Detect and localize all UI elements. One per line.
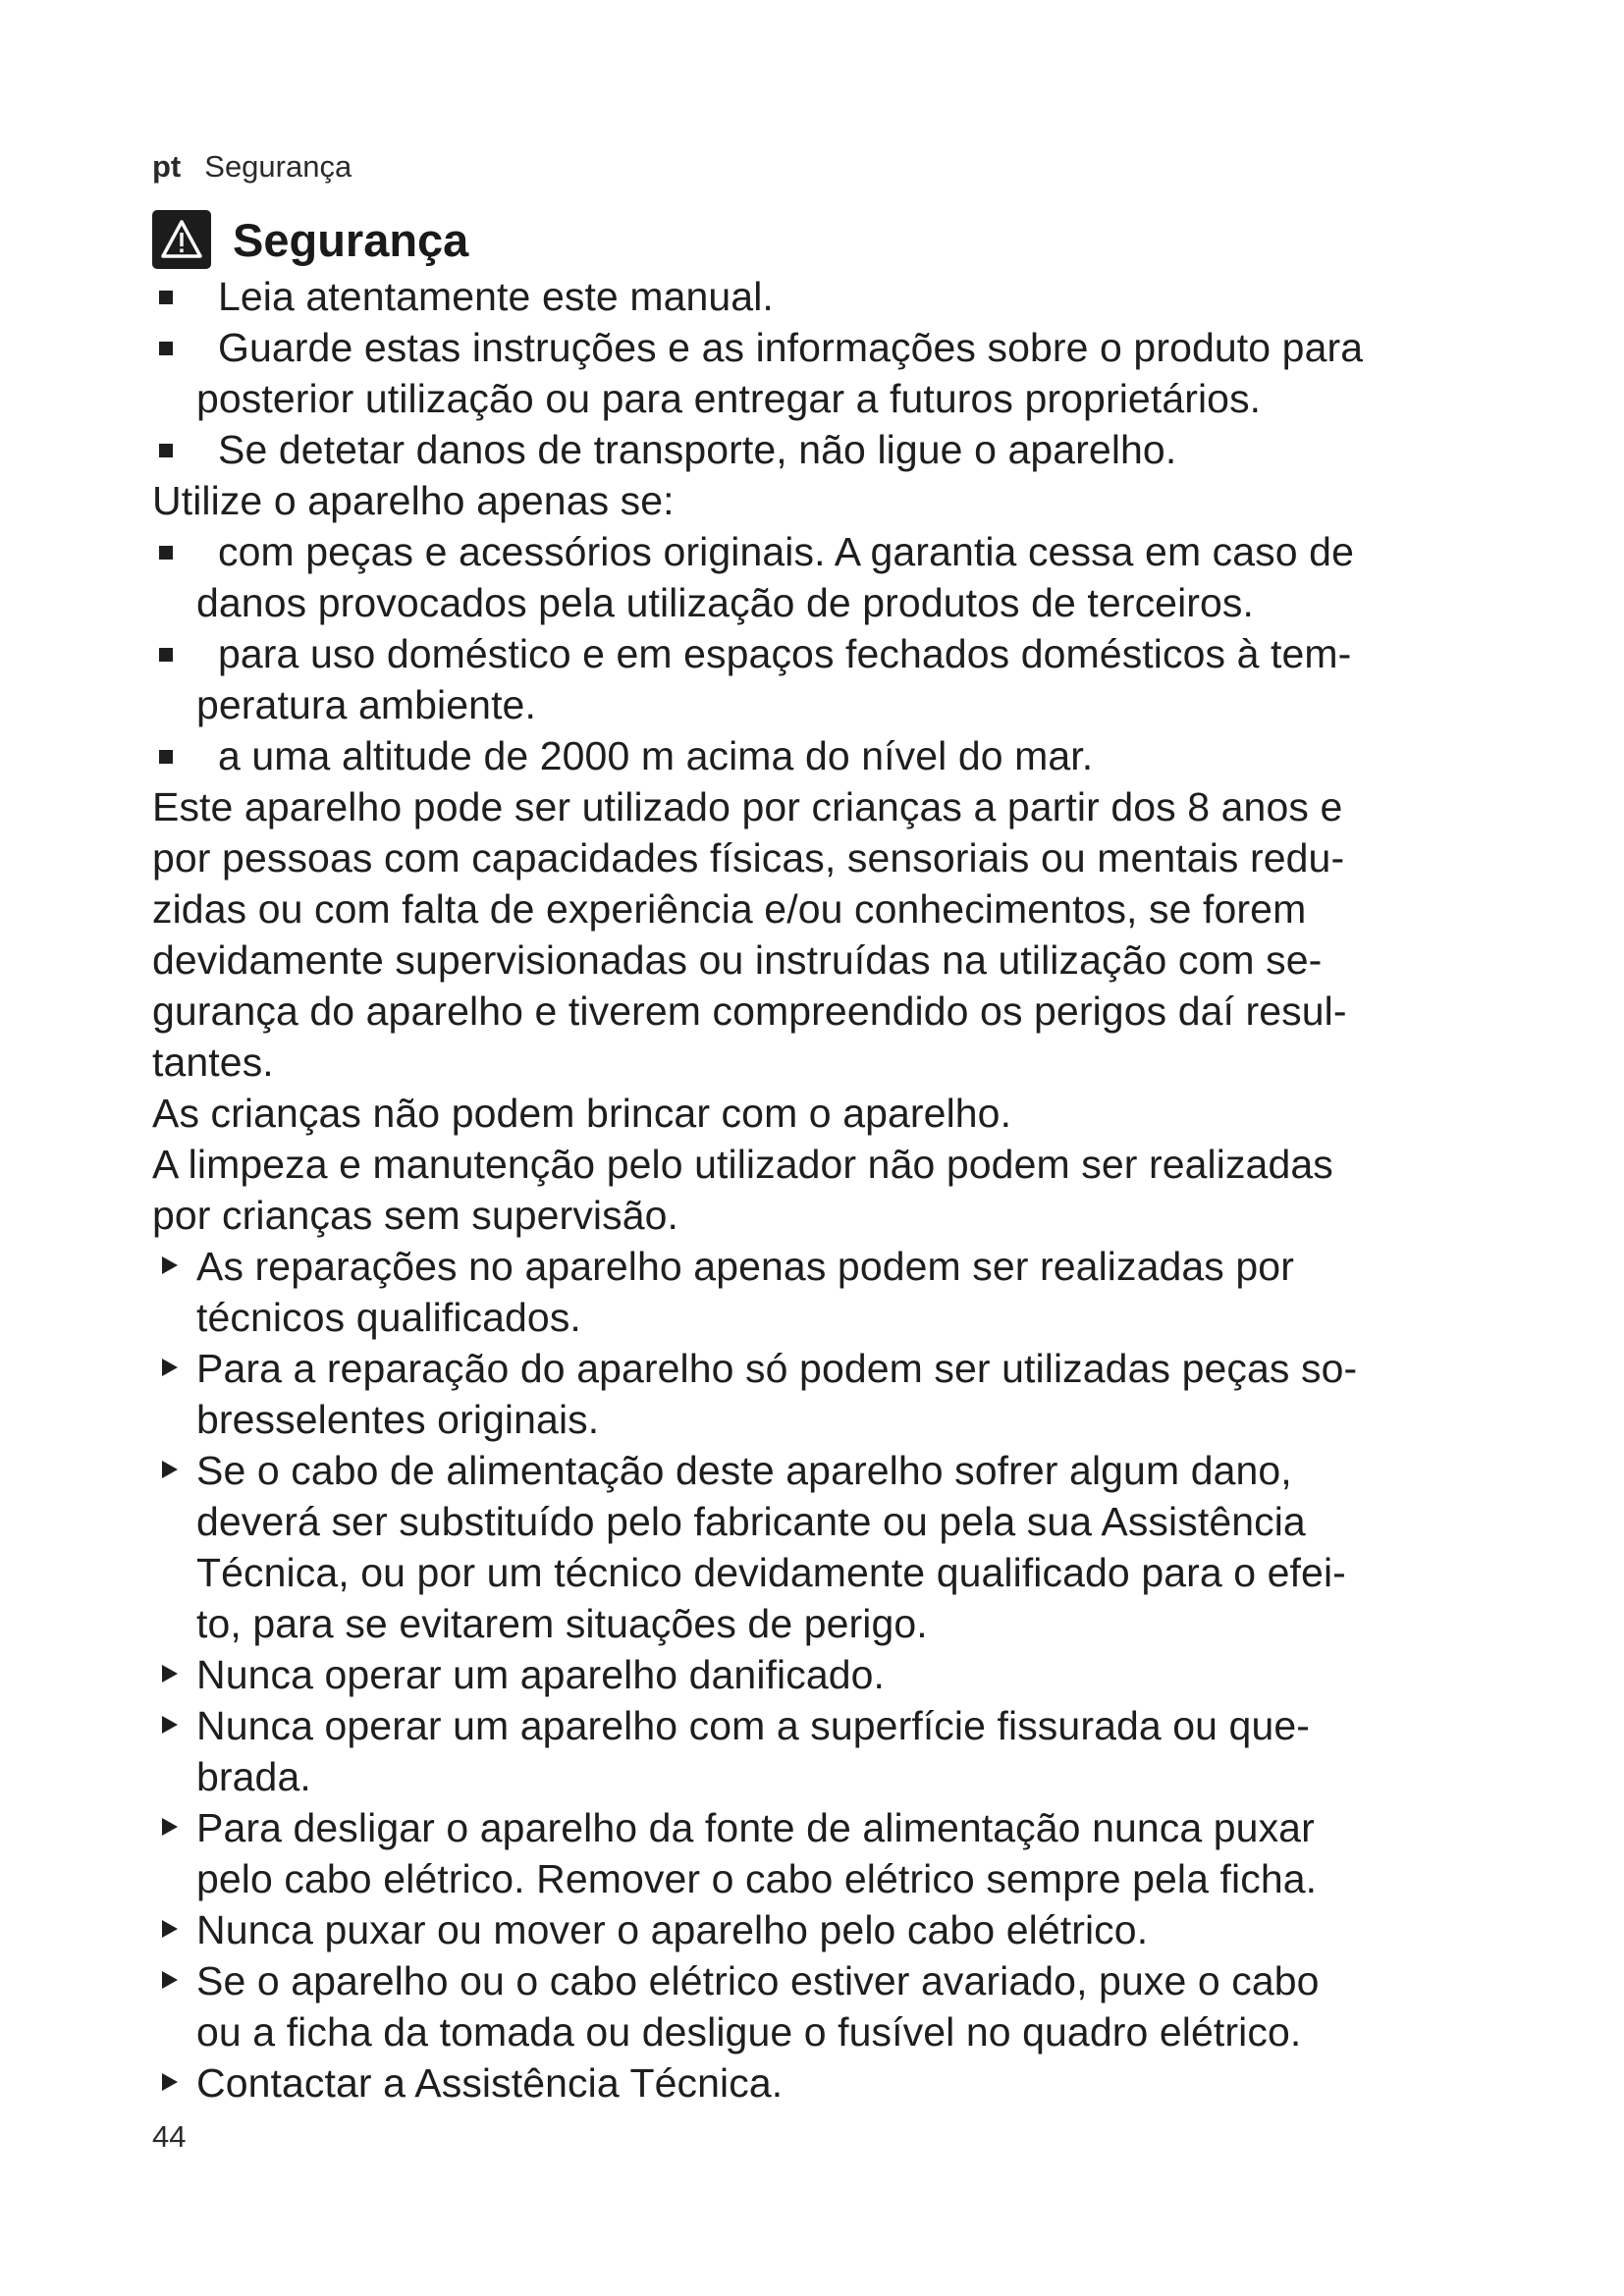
bullet-continuation: peratura ambiente. — [196, 682, 536, 727]
running-header — [152, 147, 1527, 187]
square-bullet-icon — [159, 291, 173, 304]
square-bullet-icon — [159, 342, 173, 355]
paragraph-line: A limpeza e manutenção pelo utilizador não podem ser realizadas — [152, 1142, 1333, 1187]
safety-text — [152, 271, 1527, 2109]
paragraph-line: zidas ou com falta de experiência e/ou conhecimentos, se forem — [152, 886, 1307, 932]
action-item: Para a reparação do aparelho só podem ser utilizadas peças so- — [152, 1343, 1527, 1394]
bullet-item: Leia atentamente este manual. — [152, 271, 1527, 322]
section-heading — [152, 208, 1527, 271]
page-number: 44 — [152, 2119, 187, 2154]
action-item: Se o cabo de alimentação deste aparelho sofrer algum dano, — [152, 1445, 1527, 1496]
action-item: Nunca puxar ou mover o aparelho pelo cabo elétrico. — [152, 1904, 1527, 1955]
page-title: Segurança — [233, 213, 469, 266]
triangle-bullet-icon — [162, 1971, 178, 1989]
action-item: Se o aparelho ou o cabo elétrico estiver avariado, puxe o cabo — [152, 1955, 1527, 2006]
paragraph-line: por pessoas com capacidades físicas, sensoriais ou mentais redu- — [152, 835, 1345, 881]
paragraph-line: As crianças não podem brincar com o aparelho. — [152, 1091, 1012, 1136]
square-bullet-icon — [159, 648, 173, 662]
action-continuation: técnicos qualificados. — [196, 1295, 581, 1340]
bullet-continuation: danos provocados pela utilização de produtos de terceiros. — [196, 580, 1255, 625]
bullet-item: com peças e acessórios originais. A garantia cessa em caso de — [152, 526, 1527, 577]
paragraph-line: gurança do aparelho e tiverem compreendido os perigos daí resul- — [152, 988, 1347, 1034]
action-item: As reparações no aparelho apenas podem ser realizadas por — [152, 1241, 1527, 1292]
action-continuation: Técnica, ou por um técnico devidamente qualificado para o efei- — [196, 1550, 1346, 1595]
document-page — [152, 147, 1527, 2109]
action-continuation: bresselentes originais. — [196, 1397, 600, 1442]
action-item: Para desligar o aparelho da fonte de alimentação nunca puxar — [152, 1802, 1527, 1853]
action-continuation: brada. — [196, 1754, 311, 1799]
triangle-bullet-icon — [162, 1256, 178, 1274]
bullet-item: Se detetar danos de transporte, não ligue o aparelho. — [152, 424, 1527, 475]
bullet-item: Guarde estas instruções e as informações sobre o produto para — [152, 322, 1527, 373]
triangle-bullet-icon — [162, 1461, 178, 1478]
paragraph-line: tantes. — [152, 1040, 274, 1085]
square-bullet-icon — [159, 750, 173, 764]
action-item: Nunca operar um aparelho com a superfície fissurada ou que- — [152, 1700, 1527, 1751]
language-code: pt — [152, 149, 182, 184]
triangle-bullet-icon — [162, 2073, 178, 2091]
action-continuation: deverá ser substituído pelo fabricante ou pela sua Assistência — [196, 1499, 1306, 1544]
action-item: Contactar a Assistência Técnica. — [152, 2057, 1527, 2109]
paragraph-line: devidamente supervisionadas ou instruídas na utilização com se- — [152, 937, 1323, 983]
square-bullet-icon — [159, 444, 173, 457]
header-section: Segurança — [204, 149, 352, 184]
triangle-bullet-icon — [162, 1818, 178, 1836]
triangle-bullet-icon — [162, 1716, 178, 1734]
action-continuation: to, para se evitarem situações de perigo. — [196, 1601, 928, 1646]
triangle-bullet-icon — [162, 1920, 178, 1938]
bullet-item: a uma altitude de 2000 m acima do nível do mar. — [152, 730, 1527, 781]
paragraph-line: por crianças sem supervisão. — [152, 1193, 679, 1238]
action-continuation: ou a ficha da tomada ou desligue o fusível no quadro elétrico. — [196, 2009, 1302, 2055]
paragraph-line: Utilize o aparelho apenas se: — [152, 478, 675, 523]
action-item: Nunca operar um aparelho danificado. — [152, 1649, 1527, 1700]
triangle-bullet-icon — [162, 1665, 178, 1682]
square-bullet-icon — [159, 546, 173, 560]
warning-triangle-icon — [152, 210, 211, 269]
bullet-continuation: posterior utilização ou para entregar a futuros proprietários. — [196, 376, 1262, 421]
bullet-item: para uso doméstico e em espaços fechados domésticos à tem- — [152, 628, 1527, 679]
paragraph-line: Este aparelho pode ser utilizado por crianças a partir dos 8 anos e — [152, 784, 1343, 829]
action-continuation: pelo cabo elétrico. Remover o cabo elétrico sempre pela ficha. — [196, 1856, 1318, 1901]
triangle-bullet-icon — [162, 1359, 178, 1376]
